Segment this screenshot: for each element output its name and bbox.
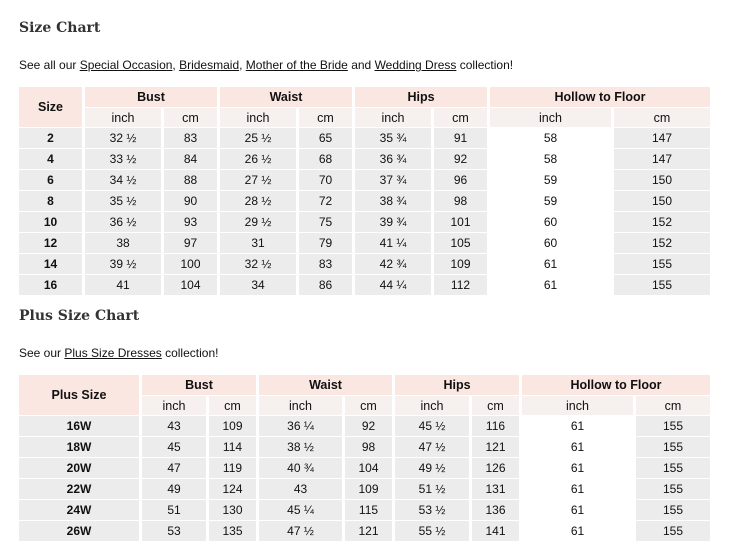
waist-group-header: Waist (220, 87, 355, 108)
hollow-cm-cell: 150 (614, 170, 713, 191)
bust-inch-cell: 34 ½ (85, 170, 164, 191)
mother-of-the-bride-link[interactable]: Mother of the Bride (245, 58, 348, 72)
unit-header-cm: cm (299, 108, 355, 128)
size-cell: 8 (19, 191, 85, 212)
plus-size-chart-heading: Plus Size Chart (19, 308, 140, 324)
hips-inch-cell: 55 ½ (395, 521, 472, 542)
hollow-cm-cell: 147 (614, 149, 713, 170)
waist-inch-cell: 32 ½ (220, 254, 299, 275)
intro-separator: , (172, 58, 180, 72)
unit-header-cm: cm (636, 396, 713, 416)
bust-inch-cell: 36 ½ (85, 212, 164, 233)
bust-cm-cell: 88 (164, 170, 220, 191)
table-row (19, 212, 713, 233)
table-row (19, 521, 713, 542)
hollow-cm-cell: 155 (636, 458, 713, 479)
hollow-cm-cell: 155 (614, 275, 713, 296)
bust-cm-cell: 83 (164, 128, 220, 149)
unit-header-cm: cm (472, 396, 522, 416)
waist-inch-cell: 45 ¼ (259, 500, 345, 521)
size-cell: 4 (19, 149, 85, 170)
size-cell: 16 (19, 275, 85, 296)
table-row (19, 191, 713, 212)
unit-header-inch: inch (85, 108, 164, 128)
intro-separator: , (239, 58, 246, 72)
plus-size-dresses-link[interactable]: Plus Size Dresses (64, 346, 162, 360)
intro-suffix: collection! (161, 346, 219, 360)
hollow-inch-cell: 61 (522, 521, 636, 542)
table-row (19, 437, 713, 458)
waist-cm-cell: 98 (345, 437, 395, 458)
hollow-cm-cell: 147 (614, 128, 713, 149)
hollow-inch-cell: 61 (522, 437, 636, 458)
plus-size-column-header: Plus Size (19, 375, 142, 416)
bust-group-header: Bust (142, 375, 259, 396)
bust-inch-cell: 53 (142, 521, 209, 542)
waist-inch-cell: 25 ½ (220, 128, 299, 149)
bust-cm-cell: 84 (164, 149, 220, 170)
unit-header-cm: cm (614, 108, 713, 128)
unit-header-inch: inch (490, 108, 614, 128)
size-chart-intro (19, 58, 513, 72)
bridesmaid-link[interactable]: Bridesmaid (179, 58, 240, 72)
hips-cm-cell: 141 (472, 521, 522, 542)
size-cell: 6 (19, 170, 85, 191)
bust-cm-cell: 109 (209, 416, 259, 437)
waist-inch-cell: 43 (259, 479, 345, 500)
hips-cm-cell: 98 (434, 191, 490, 212)
bust-group-header: Bust (85, 87, 220, 108)
size-cell: 14 (19, 254, 85, 275)
size-cell: 10 (19, 212, 85, 233)
bust-inch-cell: 39 ½ (85, 254, 164, 275)
hips-cm-cell: 96 (434, 170, 490, 191)
table-row (19, 254, 713, 275)
waist-cm-cell: 68 (299, 149, 355, 170)
hips-cm-cell: 121 (472, 437, 522, 458)
table-row (19, 233, 713, 254)
bust-cm-cell: 135 (209, 521, 259, 542)
waist-inch-cell: 38 ½ (259, 437, 345, 458)
hollow-to-floor-group-header: Hollow to Floor (522, 375, 713, 396)
size-cell: 24W (19, 500, 142, 521)
waist-inch-cell: 47 ½ (259, 521, 345, 542)
waist-cm-cell: 86 (299, 275, 355, 296)
hips-inch-cell: 37 ¾ (355, 170, 434, 191)
waist-cm-cell: 115 (345, 500, 395, 521)
bust-inch-cell: 49 (142, 479, 209, 500)
size-cell: 26W (19, 521, 142, 542)
bust-cm-cell: 97 (164, 233, 220, 254)
hollow-cm-cell: 155 (614, 254, 713, 275)
intro-separator: and (347, 58, 375, 72)
intro-prefix: See all our (19, 58, 80, 72)
unit-header-inch: inch (220, 108, 299, 128)
hollow-cm-cell: 155 (636, 500, 713, 521)
unit-header-cm: cm (164, 108, 220, 128)
hips-cm-cell: 92 (434, 149, 490, 170)
hollow-inch-cell: 61 (490, 275, 614, 296)
hips-cm-cell: 91 (434, 128, 490, 149)
hips-cm-cell: 131 (472, 479, 522, 500)
waist-cm-cell: 72 (299, 191, 355, 212)
hips-cm-cell: 112 (434, 275, 490, 296)
table-row (19, 458, 713, 479)
hips-inch-cell: 35 ¾ (355, 128, 434, 149)
table-row (19, 500, 713, 521)
hips-inch-cell: 38 ¾ (355, 191, 434, 212)
size-cell: 2 (19, 128, 85, 149)
bust-inch-cell: 38 (85, 233, 164, 254)
hollow-cm-cell: 155 (636, 437, 713, 458)
unit-header-inch: inch (395, 396, 472, 416)
table-row (19, 275, 713, 296)
hips-group-header: Hips (355, 87, 490, 108)
special-occasion-link[interactable]: Special Occasion (79, 58, 173, 72)
waist-inch-cell: 27 ½ (220, 170, 299, 191)
waist-cm-cell: 70 (299, 170, 355, 191)
table-row (19, 170, 713, 191)
waist-cm-cell: 83 (299, 254, 355, 275)
hollow-inch-cell: 61 (522, 458, 636, 479)
table-row (19, 416, 713, 437)
hollow-to-floor-group-header: Hollow to Floor (490, 87, 713, 108)
waist-inch-cell: 31 (220, 233, 299, 254)
hollow-inch-cell: 61 (522, 500, 636, 521)
hips-inch-cell: 49 ½ (395, 458, 472, 479)
hips-inch-cell: 44 ¼ (355, 275, 434, 296)
hips-cm-cell: 101 (434, 212, 490, 233)
bust-inch-cell: 51 (142, 500, 209, 521)
hips-inch-cell: 45 ½ (395, 416, 472, 437)
waist-cm-cell: 109 (345, 479, 395, 500)
hollow-cm-cell: 152 (614, 233, 713, 254)
waist-cm-cell: 75 (299, 212, 355, 233)
unit-header-inch: inch (142, 396, 209, 416)
unit-header-cm: cm (209, 396, 259, 416)
hips-inch-cell: 53 ½ (395, 500, 472, 521)
bust-cm-cell: 90 (164, 191, 220, 212)
waist-inch-cell: 29 ½ (220, 212, 299, 233)
intro-prefix: See our (19, 346, 65, 360)
intro-suffix: collection! (456, 58, 514, 72)
size-column-header: Size (19, 87, 85, 128)
hips-cm-cell: 116 (472, 416, 522, 437)
bust-cm-cell: 130 (209, 500, 259, 521)
waist-cm-cell: 104 (345, 458, 395, 479)
bust-inch-cell: 41 (85, 275, 164, 296)
bust-cm-cell: 119 (209, 458, 259, 479)
bust-inch-cell: 43 (142, 416, 209, 437)
hollow-inch-cell: 60 (490, 212, 614, 233)
hollow-inch-cell: 59 (490, 191, 614, 212)
hips-inch-cell: 51 ½ (395, 479, 472, 500)
size-chart-heading: Size Chart (19, 20, 101, 36)
waist-group-header: Waist (259, 375, 395, 396)
size-chart-table (19, 87, 713, 296)
waist-cm-cell: 79 (299, 233, 355, 254)
waist-inch-cell: 36 ¼ (259, 416, 345, 437)
hips-inch-cell: 36 ¾ (355, 149, 434, 170)
size-cell: 22W (19, 479, 142, 500)
size-cell: 18W (19, 437, 142, 458)
unit-header-inch: inch (522, 396, 636, 416)
plus-size-chart-intro (19, 346, 218, 360)
waist-inch-cell: 26 ½ (220, 149, 299, 170)
size-cell: 20W (19, 458, 142, 479)
size-cell: 16W (19, 416, 142, 437)
hollow-cm-cell: 155 (636, 521, 713, 542)
hollow-cm-cell: 155 (636, 479, 713, 500)
bust-cm-cell: 124 (209, 479, 259, 500)
hips-cm-cell: 109 (434, 254, 490, 275)
hips-cm-cell: 105 (434, 233, 490, 254)
hollow-inch-cell: 58 (490, 128, 614, 149)
hollow-cm-cell: 150 (614, 191, 713, 212)
hollow-inch-cell: 61 (522, 479, 636, 500)
hollow-inch-cell: 61 (490, 254, 614, 275)
hips-group-header: Hips (395, 375, 522, 396)
unit-header-cm: cm (434, 108, 490, 128)
hollow-inch-cell: 61 (522, 416, 636, 437)
table-row (19, 149, 713, 170)
hollow-cm-cell: 155 (636, 416, 713, 437)
bust-cm-cell: 104 (164, 275, 220, 296)
table-row (19, 128, 713, 149)
hips-cm-cell: 126 (472, 458, 522, 479)
bust-inch-cell: 33 ½ (85, 149, 164, 170)
hips-inch-cell: 47 ½ (395, 437, 472, 458)
hollow-inch-cell: 60 (490, 233, 614, 254)
waist-cm-cell: 65 (299, 128, 355, 149)
waist-inch-cell: 28 ½ (220, 191, 299, 212)
bust-inch-cell: 47 (142, 458, 209, 479)
hollow-inch-cell: 59 (490, 170, 614, 191)
waist-cm-cell: 121 (345, 521, 395, 542)
bust-cm-cell: 93 (164, 212, 220, 233)
hips-inch-cell: 41 ¼ (355, 233, 434, 254)
waist-inch-cell: 34 (220, 275, 299, 296)
unit-header-inch: inch (259, 396, 345, 416)
bust-inch-cell: 35 ½ (85, 191, 164, 212)
size-cell: 12 (19, 233, 85, 254)
hollow-inch-cell: 58 (490, 149, 614, 170)
unit-header-cm: cm (345, 396, 395, 416)
hips-inch-cell: 42 ¾ (355, 254, 434, 275)
plus-size-chart-table (19, 375, 713, 542)
wedding-dress-link[interactable]: Wedding Dress (374, 58, 457, 72)
waist-inch-cell: 40 ¾ (259, 458, 345, 479)
hips-cm-cell: 136 (472, 500, 522, 521)
bust-cm-cell: 100 (164, 254, 220, 275)
hips-inch-cell: 39 ¾ (355, 212, 434, 233)
bust-inch-cell: 45 (142, 437, 209, 458)
bust-inch-cell: 32 ½ (85, 128, 164, 149)
table-row (19, 479, 713, 500)
hollow-cm-cell: 152 (614, 212, 713, 233)
waist-cm-cell: 92 (345, 416, 395, 437)
bust-cm-cell: 114 (209, 437, 259, 458)
unit-header-inch: inch (355, 108, 434, 128)
